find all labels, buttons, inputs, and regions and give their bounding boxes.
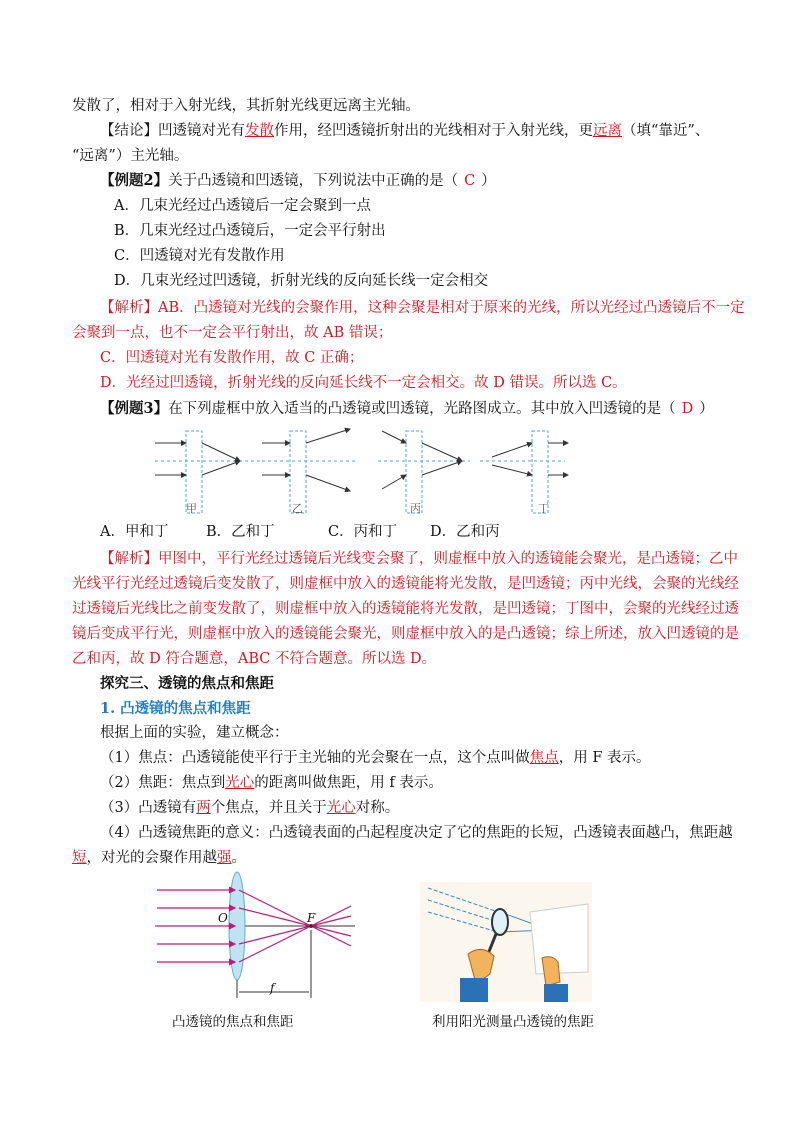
- example2-analysis-1: 【解析】AB．凸透镜对光线的会聚作用，这种会聚是相对于原来的光线，所以光经过凸透镜后不一定: [100, 300, 745, 316]
- conclusion-mid: 作用，经凹透镜折射出的光线相对于入射光线，更: [274, 123, 593, 139]
- example2-option-a: A．几束光经过凸透镜后一定会聚到一点: [114, 198, 371, 214]
- item-meaning-post: 。: [231, 850, 246, 866]
- example3-analysis-5: 乙和丙，故 D 符合题意，ABC 不符合题意。所以选 D。: [72, 651, 437, 667]
- diagram-label-jia: 甲: [186, 502, 197, 515]
- example3-tag: 【例题3】: [100, 400, 169, 417]
- diagram-yi: [262, 429, 355, 513]
- example2-option-b: B．几束光经过凸透镜后，一定会平行射出: [114, 223, 386, 239]
- example3-question: [100, 399, 714, 419]
- item-two-foci-mid: 个焦点，并且关于: [210, 800, 327, 816]
- answer-two: 两: [196, 800, 211, 816]
- diagram-ding: [480, 431, 568, 513]
- item-meaning: （4）凸透镜焦距的意义：凸透镜表面的凸起程度决定了它的焦距的长短，凸透镜表面越凸，焦距越: [100, 825, 733, 841]
- example3-close: ）: [699, 401, 714, 417]
- figure2-caption: 利用阳光测量凸透镜的焦距: [432, 1014, 594, 1030]
- item-meaning-mid: ，对光的会聚作用越: [86, 850, 217, 866]
- example2-tag: 【例题2】: [100, 172, 169, 189]
- optical-center-label: O: [218, 911, 228, 925]
- item-meaning-line2: [72, 848, 246, 868]
- conclusion-pre: 【结论】凹透镜对光有: [100, 123, 245, 139]
- item-focal-length-post: 的距离叫做焦距，用 f 表示。: [254, 775, 443, 791]
- example2-analysis-4: D．光经过凹透镜，折射光线的反向延长线不一定会相交。故 D 错误。所以选 C。: [100, 375, 627, 391]
- item-focus: [100, 748, 651, 768]
- example2-option-c: C．凹透镜对光有发散作用: [114, 248, 285, 264]
- diagram-label-yi: 乙: [292, 502, 303, 515]
- diagram-label-bing: 丙: [410, 502, 421, 515]
- example2-close: ）: [481, 173, 496, 189]
- diagram-label-ding: 丁: [538, 502, 549, 515]
- conclusion-post: （填“靠近”、: [622, 123, 710, 139]
- item-two-foci-post: 对称。: [355, 800, 400, 816]
- example3-option-a: A．甲和丁: [100, 524, 169, 540]
- example3-option-c: C．丙和丁: [328, 524, 398, 540]
- item-focus-post: ，用 F 表示。: [558, 750, 651, 766]
- example2-analysis-3: C．凹透镜对光有发散作用，故 C 正确；: [100, 350, 364, 366]
- item-focal-length-pre: （2）焦距：焦点到: [100, 775, 226, 791]
- diagram-jia: [155, 431, 260, 513]
- figure1-caption: 凸透镜的焦点和焦距: [172, 1014, 294, 1030]
- item-two-foci-pre: （3）凸透镜有: [100, 800, 197, 816]
- item-focal-length: [100, 773, 443, 793]
- answer-strong: 强: [217, 850, 232, 866]
- answer-short: 短: [72, 850, 87, 866]
- answer-optical-center-2: 光心: [326, 800, 356, 816]
- example3-analysis-3: 过透镜后光线比之前变发散了，则虚框中放入的透镜能将光发散，是凹透镜；丁图中，会聚的光线经过透: [72, 601, 739, 617]
- diagram-bing: [378, 431, 470, 513]
- answer-optical-center: 光心: [225, 775, 255, 791]
- light-path-diagrams: [150, 425, 570, 520]
- conclusion: [100, 121, 709, 141]
- example2-option-d: D．几束光经过凹透镜，折射光线的反向延长线一定会相交: [114, 273, 489, 289]
- example3-option-d: D．乙和丙: [430, 524, 500, 540]
- focus-label: F: [307, 911, 316, 925]
- sunlight-measure-illustration: [420, 882, 592, 1002]
- example2-question: [100, 171, 496, 191]
- example2-analysis-2: 会聚到一点，也不一定会平行射出，故 AB 错误；: [72, 325, 393, 341]
- example3-answer: D: [681, 401, 694, 417]
- answer-diverge: 发散: [245, 123, 274, 139]
- example3-analysis-2: 光线平行光经过透镜后变发散了，则虚框中放入的透镜能将光发散，是凹透镜；丙中光线，会聚的光线经: [72, 576, 739, 592]
- intro-text: 根据上面的实验，建立概念：: [100, 725, 289, 741]
- item-two-foci: [100, 798, 399, 818]
- conclusion-line2: “远离”）主光轴。: [72, 148, 189, 164]
- item-focus-pre: （1）焦点：凸透镜能使平行于主光轴的光会聚在一点，这个点叫做: [100, 750, 530, 766]
- example3-analysis-4: 镜后变成平行光，则虚框中放入的透镜能会聚光，则虚框中放入的是凸透镜；综上所述，放入凹透镜的是: [72, 626, 739, 642]
- paragraph-text: 发散了，相对于入射光线，其折射光线更远离主光轴。: [72, 98, 420, 114]
- example2-answer: C: [464, 173, 476, 189]
- subsection-title: 1. 凸透镜的焦点和焦距: [100, 700, 251, 717]
- answer-focus: 焦点: [529, 750, 559, 766]
- example3-option-b: B．乙和丁: [206, 524, 275, 540]
- example2-text: 关于凸透镜和凹透镜，下列说法中正确的是（: [168, 173, 459, 189]
- answer-away: 远离: [593, 123, 622, 139]
- example3-analysis-1: 【解析】甲图中，平行光经过透镜后光线变会聚了，则虚框中放入的透镜能会聚光，是凸透镜；乙中: [100, 551, 738, 567]
- focal-length-label: f: [270, 981, 275, 995]
- section-title: 探究三、透镜的焦点和焦距: [100, 675, 274, 692]
- convex-lens-focus-diagram: [155, 870, 355, 1010]
- example3-text: 在下列虚框中放入适当的凸透镜或凹透镜，光路图成立。其中放入凹透镜的是（: [168, 401, 676, 417]
